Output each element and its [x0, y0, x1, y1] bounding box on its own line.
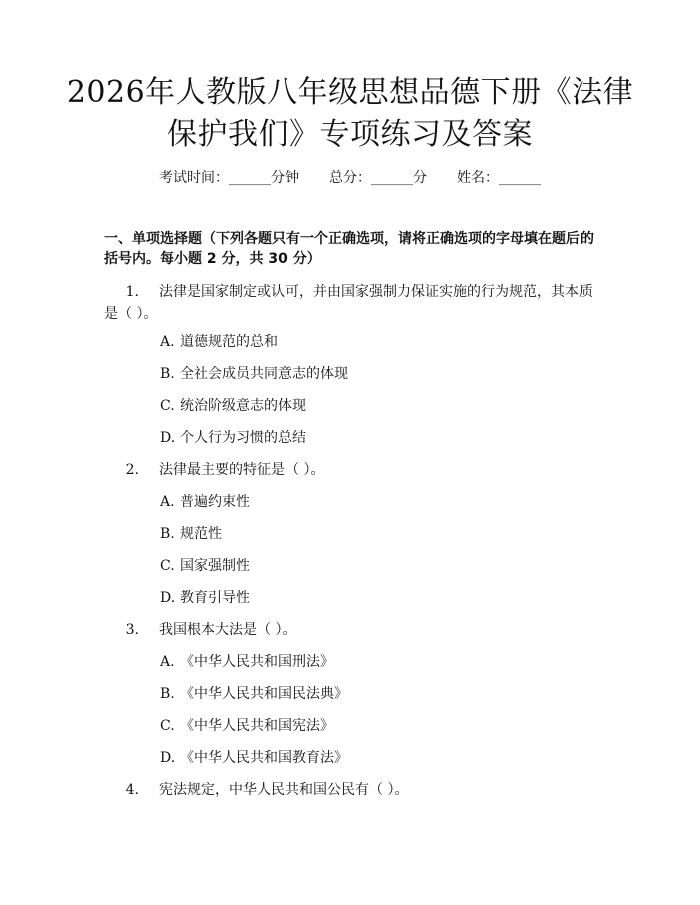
option-text: 《中华人民共和国教育法》 [180, 750, 348, 766]
question-number: 1. [125, 284, 139, 300]
question-stem: 法律是国家制定或认可，并由国家强制力保证实施的行为规范，其本质是（ ）。 [104, 284, 593, 322]
option-1d [160, 429, 580, 447]
option-letter: C. [160, 398, 175, 414]
option-text: 普遍约束性 [180, 494, 250, 510]
option-text: 全社会成员共同意志的体现 [180, 366, 348, 382]
option-text: 《中华人民共和国宪法》 [180, 718, 334, 734]
question-stem: 我国根本大法是（ ）。 [159, 622, 297, 638]
option-text: 国家强制性 [180, 558, 250, 574]
option-letter: B. [160, 366, 175, 382]
question-stem: 宪法规定，中华人民共和国公民有（ ）。 [159, 782, 409, 798]
option-3d [160, 749, 580, 767]
option-1c [160, 397, 580, 415]
option-2b [160, 525, 580, 543]
option-letter: D. [160, 750, 176, 766]
option-3a [160, 653, 580, 671]
question-4 [104, 779, 604, 801]
option-text: 《中华人民共和国刑法》 [180, 654, 334, 670]
exam-meta-line [0, 169, 700, 187]
option-text: 教育引导性 [180, 590, 250, 606]
option-2d [160, 589, 580, 607]
question-stem: 法律最主要的特征是（ ）。 [159, 462, 325, 478]
option-1a [160, 333, 580, 351]
option-1b [160, 365, 580, 383]
option-text: 个人行为习惯的总结 [180, 430, 306, 446]
option-3b [160, 685, 580, 703]
total-score-field: 总分：______分 [329, 170, 427, 186]
option-letter: D. [160, 590, 176, 606]
student-name-field: 姓名：______ [457, 170, 541, 186]
option-letter: B. [160, 526, 175, 542]
option-3c [160, 717, 580, 735]
option-text: 统治阶级意志的体现 [180, 398, 306, 414]
option-letter: A. [160, 494, 175, 510]
section-heading: 一、单项选择题（下列各题只有一个正确选项，请将正确选项的字母填在题后的括号内。每小题 2 分，共 30 分） [104, 231, 594, 267]
question-number: 2. [125, 462, 139, 478]
option-letter: C. [160, 558, 175, 574]
option-text: 规范性 [180, 526, 222, 542]
option-letter: D. [160, 430, 176, 446]
option-letter: A. [160, 334, 175, 350]
option-2a [160, 493, 580, 511]
option-letter: A. [160, 654, 175, 670]
question-number: 3. [125, 622, 139, 638]
question-2 [104, 459, 604, 481]
document-title: 2026年人教版八年级思想品德下册《法律保护我们》专项练习及答案 [66, 75, 634, 152]
question-1 [104, 281, 604, 325]
option-letter: B. [160, 686, 175, 702]
question-3 [104, 619, 604, 641]
exam-time-field: 考试时间：______分钟 [159, 170, 299, 186]
question-number: 4. [125, 782, 139, 798]
option-text: 道德规范的总和 [180, 334, 278, 350]
option-letter: C. [160, 718, 175, 734]
option-2c [160, 557, 580, 575]
option-text: 《中华人民共和国民法典》 [180, 686, 348, 702]
